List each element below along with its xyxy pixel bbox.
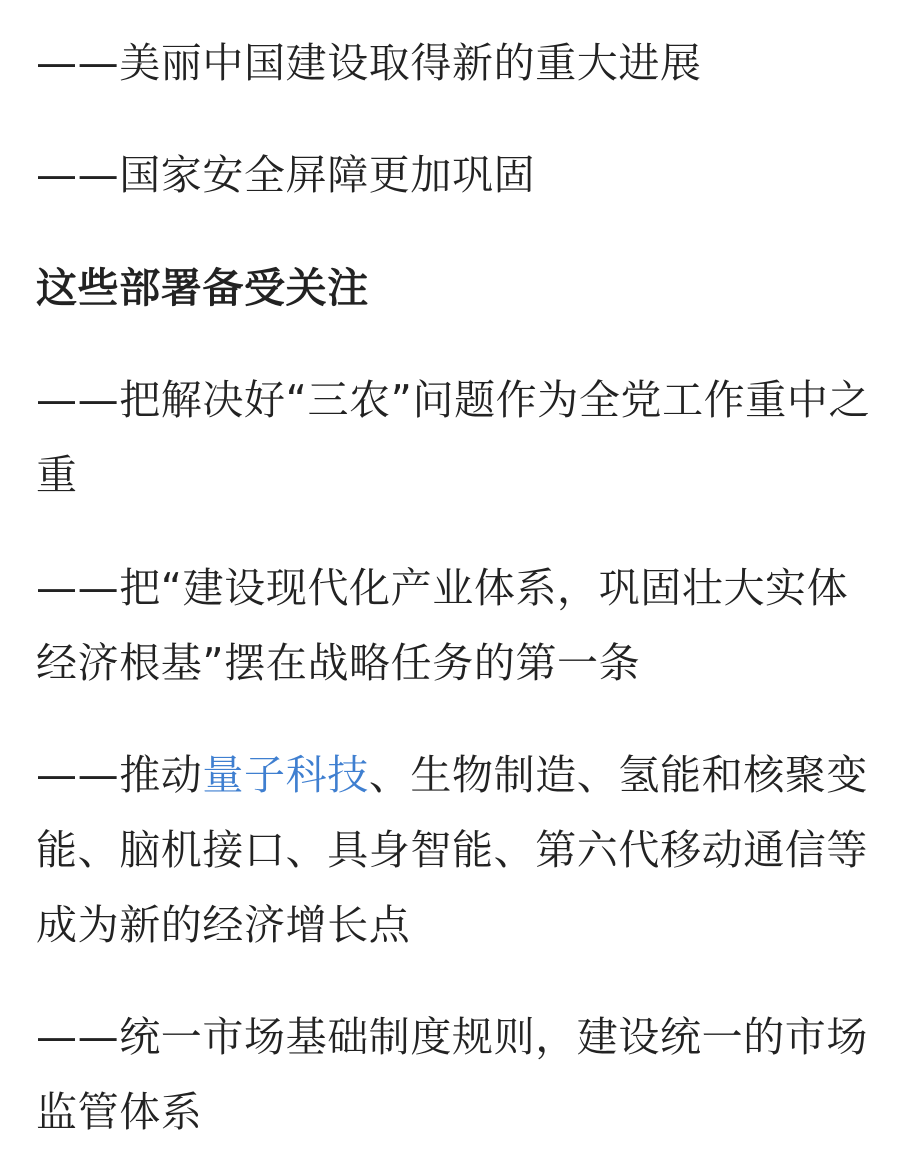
paragraph-national-security: ——国家安全屏障更加巩固 (36, 151, 536, 199)
section-heading: 这些部署备受关注 (36, 264, 369, 312)
paragraph-industrial-system: ——把“建设现代化产业体系，巩固壮大实体经济根基”摆在战略任务的第一条 (36, 564, 849, 687)
paragraph-new-growth-points (36, 738, 882, 963)
paragraph-prefix: ——推动 (36, 751, 203, 799)
paragraph-beautiful-china: ——美丽中国建设取得新的重大进展 (36, 39, 702, 87)
paragraph-unified-market: ——统一市场基础制度规则，建设统一的市场监管体系 (36, 1013, 868, 1136)
quantum-tech-link[interactable]: 量子科技 (202, 751, 369, 799)
paragraph-three-rural-issues: ——把解决好“三农”问题作为全党工作重中之重 (36, 376, 871, 499)
paragraph-suffix: 、生物制造、氢能和核聚变能、脑机接口、具身智能、第六代移动通信等成为新的经济增长点 (36, 751, 869, 949)
